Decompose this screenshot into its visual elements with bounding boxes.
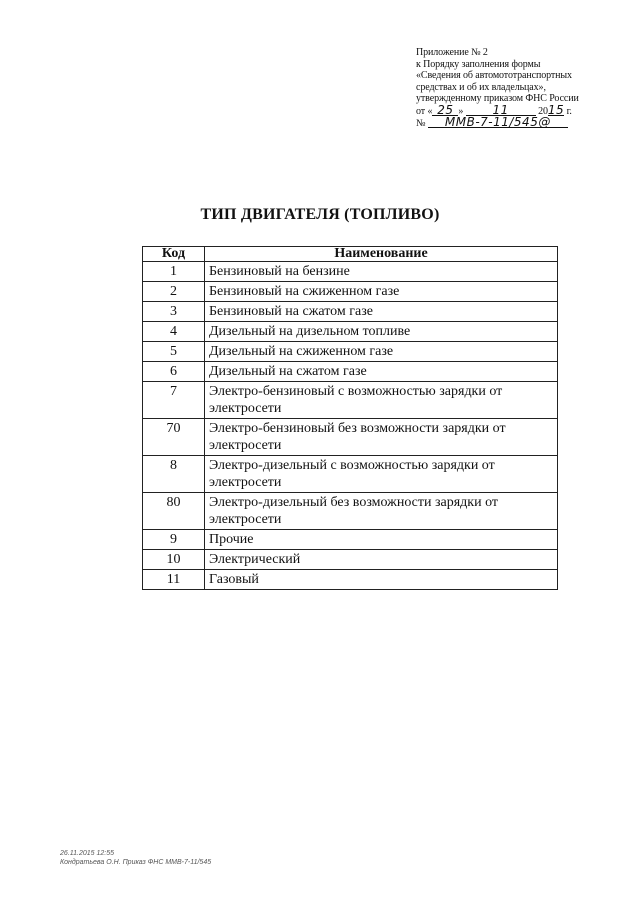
row-name: Дизельный на сжатом газе bbox=[205, 362, 558, 382]
table-header-row bbox=[143, 247, 558, 262]
appendix-block bbox=[416, 47, 626, 130]
engine-type-table bbox=[142, 246, 558, 590]
row-code: 9 bbox=[143, 530, 205, 550]
table-row bbox=[143, 322, 558, 342]
table-row bbox=[143, 456, 558, 493]
appendix-line: утвержденному приказом ФНС России bbox=[416, 93, 579, 104]
row-code: 80 bbox=[143, 493, 205, 530]
table-row bbox=[143, 362, 558, 382]
row-name: Бензиновый на сжатом газе bbox=[205, 302, 558, 322]
date-mid: » bbox=[458, 105, 464, 117]
row-name: Электро-бензиновый без возможности зарядки от электросети bbox=[205, 419, 558, 456]
appendix-line: средствах и об их владельцах», bbox=[416, 81, 546, 93]
footer-stamp bbox=[60, 849, 211, 867]
row-name: Бензиновый на бензине bbox=[205, 262, 558, 282]
row-code: 1 bbox=[143, 262, 205, 282]
row-name: Газовый bbox=[205, 570, 558, 590]
appendix-line: Приложение № 2 bbox=[416, 47, 488, 58]
table-row bbox=[143, 530, 558, 550]
table-row bbox=[143, 550, 558, 570]
row-code: 10 bbox=[143, 550, 205, 570]
table-row bbox=[143, 382, 558, 419]
row-name: Прочие bbox=[205, 530, 558, 550]
table-row bbox=[143, 262, 558, 282]
page-title: ТИП ДВИГАТЕЛЯ (ТОПЛИВО) bbox=[200, 206, 440, 223]
table-row bbox=[143, 342, 558, 362]
footer-line: 26.11.2015 12:55 bbox=[60, 850, 114, 857]
row-name: Электрический bbox=[205, 550, 558, 570]
row-name: Бензиновый на сжиженном газе bbox=[205, 282, 558, 302]
row-code: 5 bbox=[143, 342, 205, 362]
date-year-prefix: 20 bbox=[538, 105, 548, 117]
row-code: 3 bbox=[143, 302, 205, 322]
table-row bbox=[143, 570, 558, 590]
footer-line: Кондратьева О.Н. Приказ ФНС ММВ-7-11/545 bbox=[60, 859, 212, 866]
row-code: 11 bbox=[143, 570, 205, 590]
table-row bbox=[143, 493, 558, 530]
appendix-line: к Порядку заполнения формы bbox=[416, 58, 541, 70]
row-code: 4 bbox=[143, 322, 205, 342]
row-code: 70 bbox=[143, 419, 205, 456]
number-prefix: № bbox=[416, 118, 426, 129]
date-month: 11 bbox=[466, 105, 536, 116]
number-value: ММВ-7-11/545@ bbox=[428, 117, 568, 128]
row-name: Электро-дизельный без возможности зарядки от электросети bbox=[205, 493, 558, 530]
table-row bbox=[143, 302, 558, 322]
header-code: Код bbox=[143, 247, 205, 262]
row-name: Электро-бензиновый с возможностью зарядки от электросети bbox=[205, 382, 558, 419]
date-suffix: г. bbox=[566, 105, 572, 117]
row-code: 2 bbox=[143, 282, 205, 302]
row-code: 7 bbox=[143, 382, 205, 419]
row-code: 8 bbox=[143, 456, 205, 493]
row-name: Дизельный на дизельном топливе bbox=[205, 322, 558, 342]
appendix-line: «Сведения об автомототранспортных bbox=[416, 70, 572, 81]
table-row bbox=[143, 419, 558, 456]
date-prefix: от « bbox=[416, 105, 433, 117]
header-name: Наименование bbox=[205, 247, 558, 262]
row-name: Электро-дизельный с возможностью зарядки от электросети bbox=[205, 456, 558, 493]
order-number bbox=[416, 117, 626, 130]
row-name: Дизельный на сжиженном газе bbox=[205, 342, 558, 362]
table-row bbox=[143, 282, 558, 302]
row-code: 6 bbox=[143, 362, 205, 382]
date-day: 25 bbox=[432, 105, 458, 116]
date-year-suffix: 15 bbox=[547, 102, 565, 117]
